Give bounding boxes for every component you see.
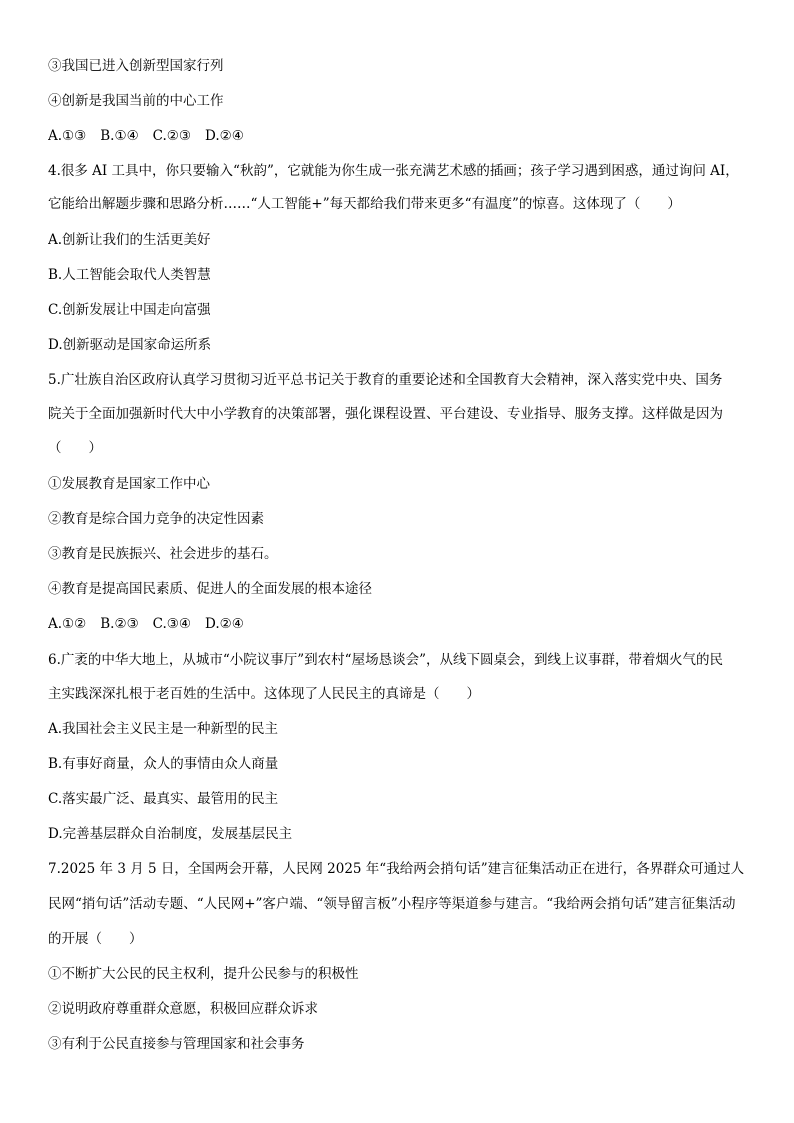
question-6-stem: 6.广袤的中华大地上，从城市“小院议事厅”到农村“屋场恳谈会”，从线下圆桌会，到线上议事群，带着烟火气的民 <box>48 652 723 668</box>
statement-2: ②教育是综合国力竞争的决定性因素 <box>48 511 264 527</box>
question-5-stem: 5.广壮族自治区政府认真学习贯彻习近平总书记关于教育的重要论述和全国教育大会精神，深入落实党中央、国务 <box>48 372 723 388</box>
option-a: A.我国社会主义民主是一种新型的民主 <box>48 721 279 737</box>
option-b: B.②③ <box>100 616 139 632</box>
question-4-stem: 4.很多 AI 工具中，你只要输入“秋韵”，它就能为你生成一张充满艺术感的插画；孩子学习遇到困惑，通过询问 AI， <box>48 163 739 179</box>
statement-3: ③我国已进入创新型国家行列 <box>48 58 224 74</box>
option-c: C.②③ <box>152 128 192 144</box>
option-a: A.创新让我们的生活更美好 <box>48 232 211 248</box>
option-d: D.创新驱动是国家命运所系 <box>48 337 212 353</box>
option-c: C.③④ <box>152 616 192 632</box>
statement-4: ④创新是我国当前的中心工作 <box>48 93 224 109</box>
statement-3: ③教育是民族振兴、社会进步的基石。 <box>48 546 278 562</box>
option-d: D.完善基层群众自治制度，发展基层民主 <box>48 826 293 842</box>
option-d: D.②④ <box>205 128 244 144</box>
answer-options-q5 <box>48 614 758 634</box>
statement-2: ②说明政府尊重群众意愿，积极回应群众诉求 <box>48 1001 318 1017</box>
question-5-blank: （ ） <box>48 440 102 456</box>
question-5-stem-cont: 院关于全面加强新时代大中小学教育的决策部署，强化课程设置、平台建设、专业指导、服务支撑。这样做是因为 <box>48 406 723 422</box>
statement-3: ③有利于公民直接参与管理国家和社会事务 <box>48 1036 305 1052</box>
option-d: D.②④ <box>205 616 244 632</box>
answer-options-q3 <box>48 126 758 146</box>
option-c: C.创新发展让中国走向富强 <box>48 302 211 318</box>
option-a: A.①③ <box>48 128 87 144</box>
statement-1: ①不断扩大公民的民主权利，提升公民参与的积极性 <box>48 966 359 982</box>
option-b: B.有事好商量，众人的事情由众人商量 <box>48 756 279 772</box>
question-7-stem: 7.2025 年 3 月 5 日，全国两会开幕，人民网 2025 年“我给两会捎句话”建言征集活动正在进行，各界群众可通过人 <box>48 861 745 877</box>
question-7-stem-end: 的开展（ ） <box>48 931 143 947</box>
question-4-stem-cont: 它能给出解题步骤和思路分析……“人工智能+”每天都给我们带来更多“有温度”的惊喜。这体现了（ ） <box>48 196 681 212</box>
option-c: C.落实最广泛、最真实、最管用的民主 <box>48 791 279 807</box>
option-b: B.人工智能会取代人类智慧 <box>48 267 211 283</box>
question-6-stem-cont: 主实践深深扎根于老百姓的生活中。这体现了人民民主的真谛是（ ） <box>48 686 480 702</box>
statement-1: ①发展教育是国家工作中心 <box>48 476 210 492</box>
option-a: A.①② <box>48 616 87 632</box>
option-b: B.①④ <box>100 128 139 144</box>
question-7-stem-cont: 民网“捎句话”活动专题、“人民网+”客户端、“领导留言板”小程序等渠道参与建言。“我给两会捎句话”建言征集活动 <box>48 896 736 912</box>
statement-4: ④教育是提高国民素质、促进人的全面发展的根本途径 <box>48 581 372 597</box>
